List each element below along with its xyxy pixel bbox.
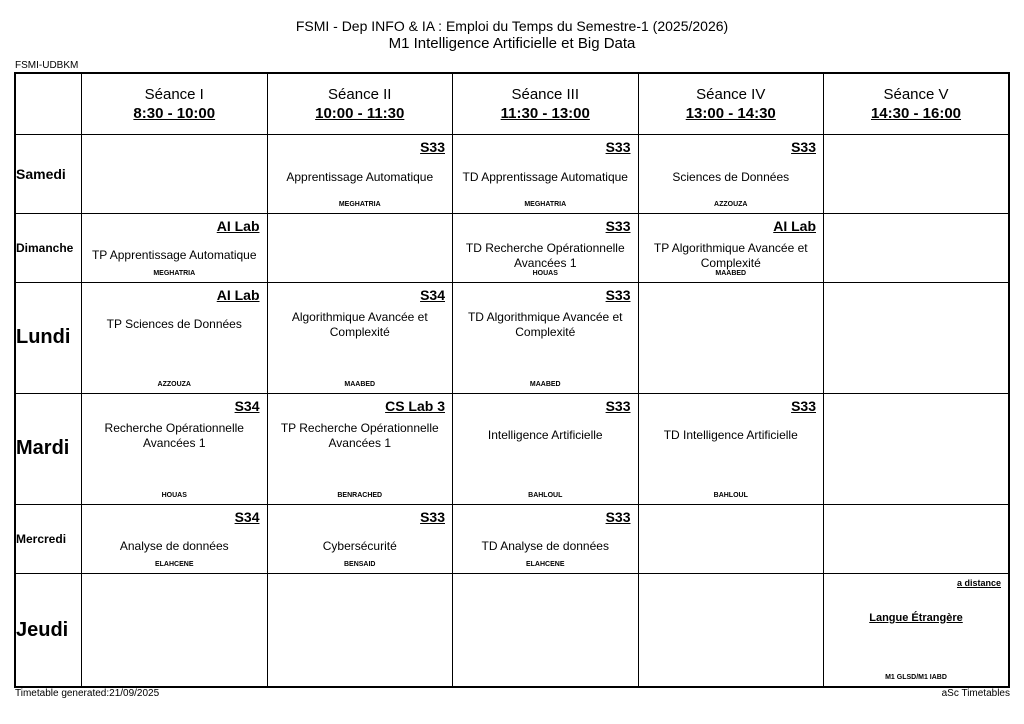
subject-label: Analyse de données [119,539,229,554]
course-slot [638,135,824,214]
course-slot [638,213,824,282]
subject-label: TP Algorithmique Avancée et Complexité [653,240,808,270]
room-label: AI Lab [216,286,260,303]
day-label: Lundi [15,282,82,393]
slot-empty [267,574,453,687]
slot-empty [824,213,1010,282]
subject-label: Intelligence Artificielle [487,428,603,443]
room-label: CS Lab 3 [385,397,445,414]
slot-empty [82,135,268,214]
subject-label: TP Sciences de Données [106,317,242,332]
slot-empty [267,213,453,282]
generated-date: Timetable generated:21/09/2025 [15,688,160,699]
column-header-seance-4 [638,73,824,135]
slot-empty [638,504,824,573]
seance-time: 14:30 - 16:00 [870,105,962,122]
seance-name: Séance I [144,86,204,103]
subject-label: TP Recherche Opérationnelle Avancées 1 [280,420,439,450]
day-label: Samedi [15,135,82,214]
day-row-dimanche [15,213,1009,282]
teacher-label: MEGHATRIA [524,200,567,208]
subject-label: Cybersécurité [322,539,397,554]
teacher-label: HOUAS [161,491,187,499]
organization-label: FSMI-UDBKM [15,60,79,71]
timetable-grid [14,72,1010,688]
course-slot [82,213,268,282]
class-title: M1 Intelligence Artificielle et Big Data [388,35,636,52]
room-label: S33 [791,397,816,414]
header-row [15,73,1009,135]
room-label: a distance [956,578,1001,589]
subject-label: TD Recherche Opérationnelle Avancées 1 [465,240,625,270]
slot-empty [824,282,1010,393]
column-header-seance-1 [82,73,268,135]
room-label: S33 [420,508,445,525]
seance-name: Séance V [883,86,949,103]
teacher-label: MAABED [344,380,376,388]
subject-label: Langue Étrangère [869,611,963,624]
room-label: S34 [420,286,445,303]
day-label: Dimanche [15,213,82,282]
slot-empty [453,574,639,687]
corner-cell [15,73,82,135]
course-slot [453,393,639,504]
teacher-label: AZZOUZA [714,200,748,208]
day-row-samedi [15,135,1009,214]
slot-empty [824,135,1010,214]
seance-name: Séance II [328,86,392,103]
day-row-jeudi [15,574,1009,687]
course-slot [453,282,639,393]
teacher-label: MAABED [529,380,561,388]
seance-name: Séance III [511,86,580,103]
column-header-seance-2 [267,73,453,135]
room-label: S33 [605,397,631,414]
subject-label: TP Apprentissage Automatique [91,248,257,263]
course-slot [267,135,453,214]
course-slot [267,504,453,573]
teacher-label: BAHLOUL [528,491,563,499]
slot-empty [638,574,824,687]
room-label: AI Lab [216,217,260,234]
seance-name: Séance IV [696,86,766,103]
slot-empty [824,504,1010,573]
brand-label: aSc Timetables [941,688,1010,699]
subject-label: Recherche Opérationnelle Avancées 1 [104,420,244,450]
course-slot [82,393,268,504]
subject-label: TD Apprentissage Automatique [462,169,628,184]
room-label: AI Lab [773,217,816,234]
teacher-label: AZZOUZA [157,380,191,388]
seance-time: 13:00 - 14:30 [685,105,776,122]
day-row-mardi [15,393,1009,504]
course-slot [267,393,453,504]
room-label: S34 [234,397,260,414]
teacher-label: BENRACHED [337,491,383,499]
subject-label: Sciences de Données [672,169,790,184]
course-slot [453,135,639,214]
course-slot [638,393,824,504]
room-label: S33 [420,139,445,155]
course-slot [82,282,268,393]
slot-empty [824,393,1010,504]
day-label: Mardi [15,393,82,504]
day-row-lundi [15,282,1009,393]
subject-label: TD Intelligence Artificielle [663,428,798,443]
slot-empty [638,282,824,393]
course-slot [453,504,639,573]
teacher-label: MAABED [715,269,747,277]
subject-label: TD Algorithmique Avancée et Complexité [467,309,623,339]
subject-label: TD Analyse de données [481,539,609,554]
day-label: Jeudi [15,574,82,687]
teacher-label: BENSAID [343,561,376,569]
teacher-label: ELAHCENE [154,561,194,569]
seance-time: 10:00 - 11:30 [315,105,405,122]
teacher-label: ELAHCENE [525,561,565,569]
course-slot [267,282,453,393]
timetable-title: FSMI - Dep INFO & IA : Emploi du Temps du Semestre-1 (2025/2026) [295,18,729,34]
subject-label: Algorithmique Avancée et Complexité [291,309,428,339]
course-slot [453,213,639,282]
room-label: S34 [234,508,260,525]
day-label: Mercredi [15,504,82,573]
teacher-label: BAHLOUL [713,491,748,499]
room-label: S33 [605,508,631,525]
room-label: S33 [791,139,816,155]
course-slot [82,504,268,573]
slot-empty [82,574,268,687]
seance-time: 8:30 - 10:00 [133,105,216,122]
room-label: S33 [605,139,631,155]
room-label: S33 [605,286,631,303]
teacher-label: MEGHATRIA [338,200,381,208]
seance-time: 11:30 - 13:00 [500,105,590,122]
column-header-seance-3 [453,73,639,135]
teacher-label: MEGHATRIA [153,269,196,277]
teacher-label: M1 GLSD/M1 IABD [885,674,947,681]
course-slot [824,574,1010,687]
column-header-seance-5 [824,73,1010,135]
day-row-mercredi [15,504,1009,573]
teacher-label: HOUAS [532,269,558,277]
subject-label: Apprentissage Automatique [286,169,434,184]
room-label: S33 [605,217,631,234]
